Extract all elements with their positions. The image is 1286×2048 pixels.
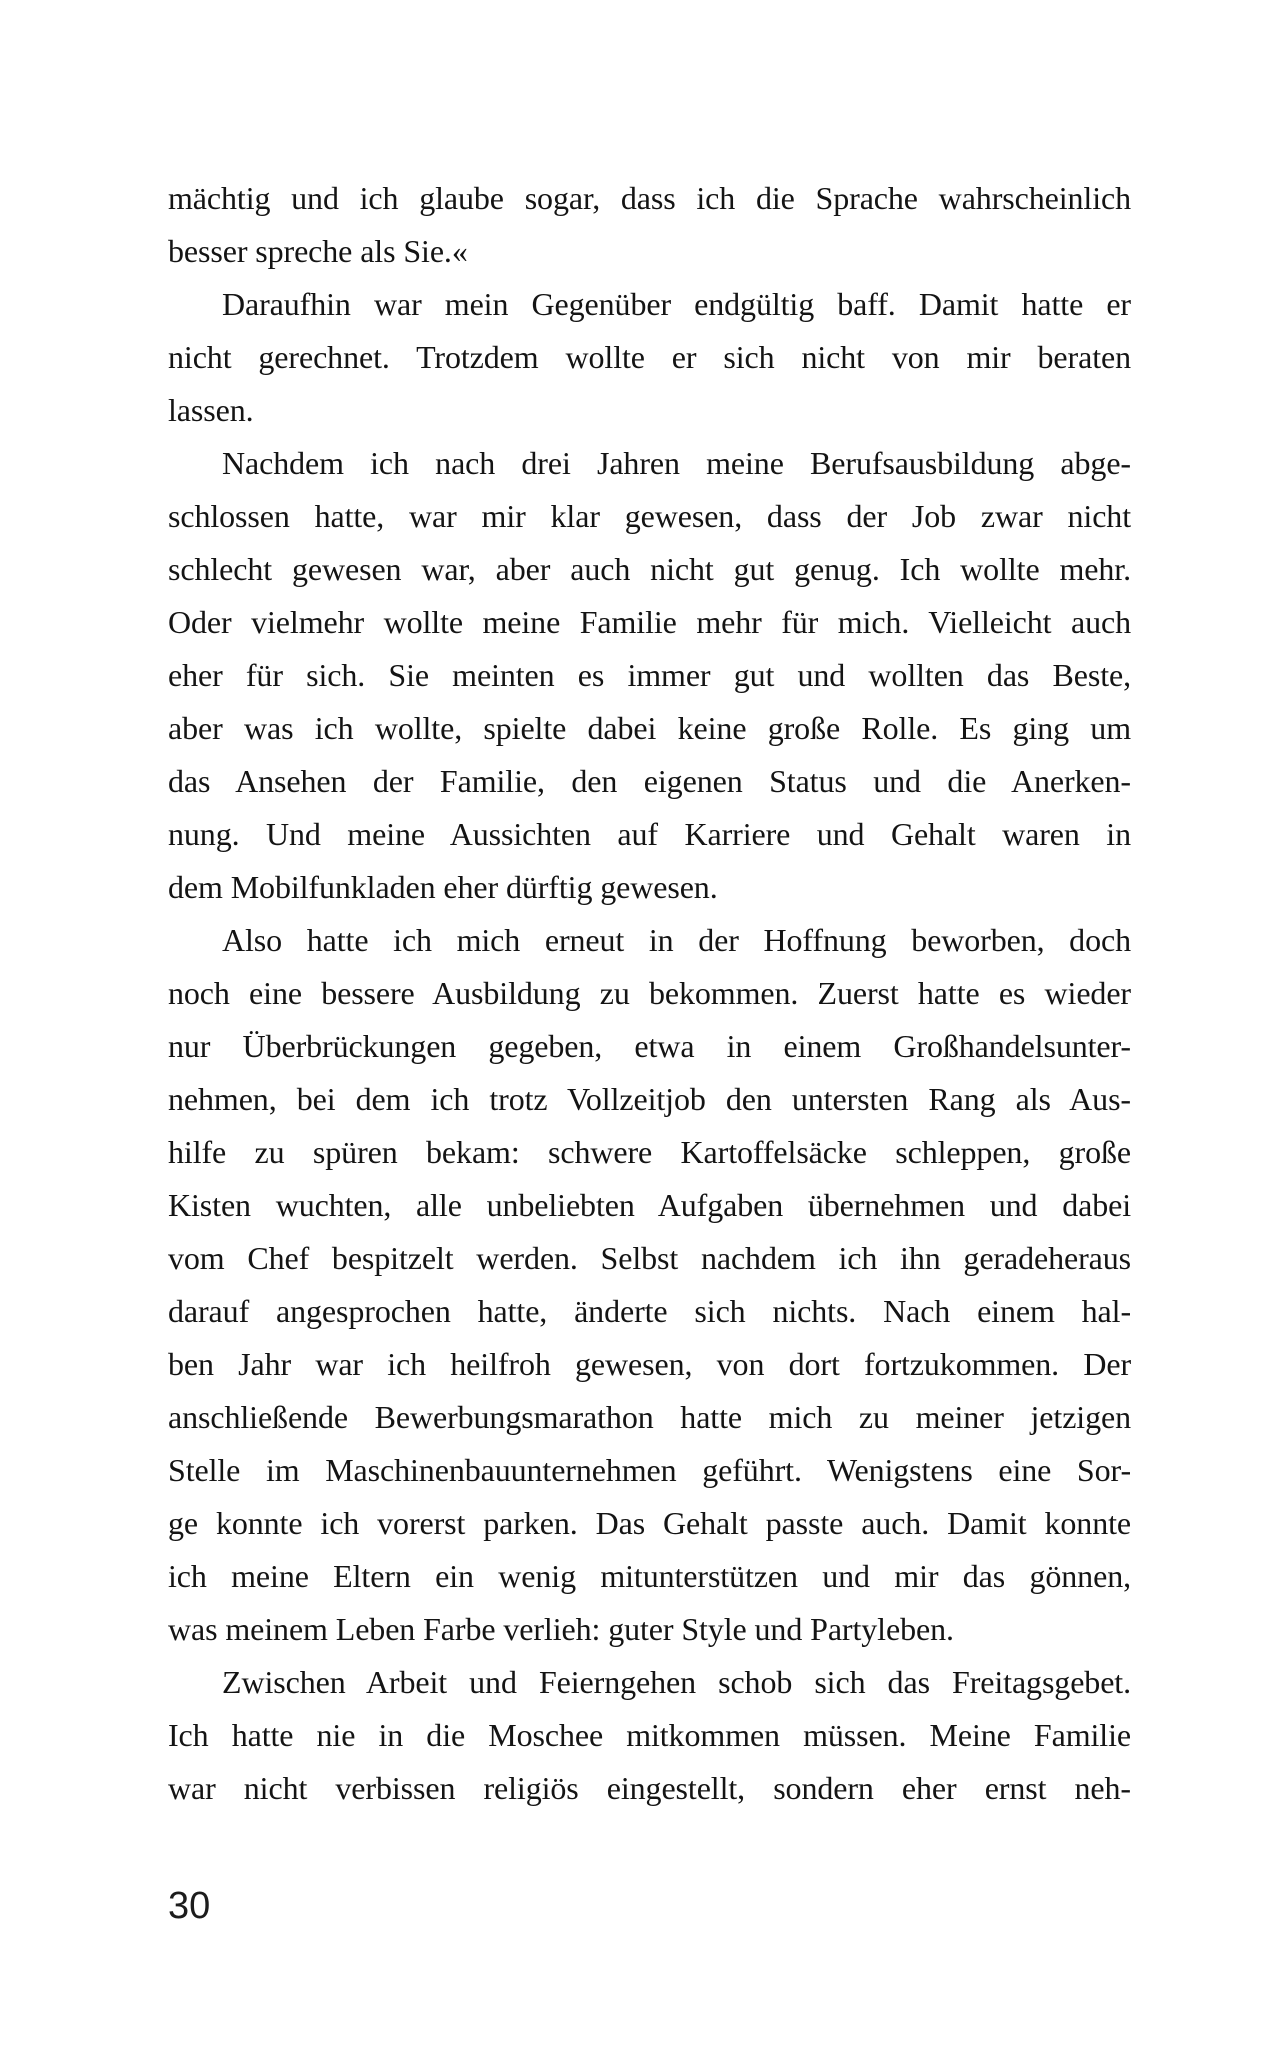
text-line: nehmen, bei dem ich trotz Vollzeitjob den untersten Rang als Aus- bbox=[168, 1081, 1131, 1117]
text-line: Kisten wuchten, alle unbeliebten Aufgaben übernehmen und dabei bbox=[168, 1187, 1131, 1223]
text-line: ich meine Eltern ein wenig mitunterstützen und mir das gönnen, bbox=[168, 1558, 1131, 1594]
text-line: lassen. bbox=[168, 392, 254, 428]
text-line: Also hatte ich mich erneut in der Hoffnung beworben, doch bbox=[222, 922, 1131, 958]
text-line: anschließende Bewerbungsmarathon hatte mich zu meiner jetzigen bbox=[168, 1399, 1131, 1435]
text-line: schlecht gewesen war, aber auch nicht gut genug. Ich wollte mehr. bbox=[168, 551, 1131, 587]
text-line: was meinem Leben Farbe verlieh: guter Style und Partyleben. bbox=[168, 1611, 954, 1647]
text-line: Stelle im Maschinenbauunternehmen geführt. Wenigstens eine Sor- bbox=[168, 1452, 1131, 1488]
text-line: Oder vielmehr wollte meine Familie mehr für mich. Vielleicht auch bbox=[168, 604, 1131, 640]
text-line: das Ansehen der Familie, den eigenen Status und die Anerken- bbox=[168, 763, 1131, 799]
text-line: vom Chef bespitzelt werden. Selbst nachdem ich ihn geradeheraus bbox=[168, 1240, 1131, 1276]
text-line: Ich hatte nie in die Moschee mitkommen müssen. Meine Familie bbox=[168, 1717, 1131, 1753]
text-line: ben Jahr war ich heilfroh gewesen, von dort fortzukommen. Der bbox=[168, 1346, 1131, 1382]
text-line: nur Überbrückungen gegeben, etwa in einem Großhandelsunter- bbox=[168, 1028, 1131, 1064]
page-number: 30 bbox=[168, 1885, 211, 1927]
text-line: Zwischen Arbeit und Feierngehen schob sich das Freitagsgebet. bbox=[222, 1664, 1131, 1700]
text-line: aber was ich wollte, spielte dabei keine große Rolle. Es ging um bbox=[168, 710, 1131, 746]
text-line: war nicht verbissen religiös eingestellt, sondern eher ernst neh- bbox=[168, 1770, 1131, 1806]
text-line: Daraufhin war mein Gegenüber endgültig baff. Damit hatte er bbox=[222, 286, 1131, 322]
text-line: hilfe zu spüren bekam: schwere Kartoffelsäcke schleppen, große bbox=[168, 1134, 1131, 1170]
text-line: nung. Und meine Aussichten auf Karriere und Gehalt waren in bbox=[168, 816, 1131, 852]
text-line: ge konnte ich vorerst parken. Das Gehalt passte auch. Damit konnte bbox=[168, 1505, 1131, 1541]
text-line: noch eine bessere Ausbildung zu bekommen. Zuerst hatte es wieder bbox=[168, 975, 1131, 1011]
text-line: nicht gerechnet. Trotzdem wollte er sich nicht von mir beraten bbox=[168, 339, 1131, 375]
text-line: dem Mobilfunkladen eher dürftig gewesen. bbox=[168, 869, 718, 905]
text-line: Nachdem ich nach drei Jahren meine Berufsausbildung abge- bbox=[222, 445, 1131, 481]
text-line: schlossen hatte, war mir klar gewesen, dass der Job zwar nicht bbox=[168, 498, 1131, 534]
text-line: besser spreche als Sie.« bbox=[168, 233, 468, 269]
body-text-block bbox=[168, 172, 1131, 1815]
text-line: mächtig und ich glaube sogar, dass ich die Sprache wahrscheinlich bbox=[168, 180, 1131, 216]
text-line: eher für sich. Sie meinten es immer gut und wollten das Beste, bbox=[168, 657, 1131, 693]
text-line: darauf angesprochen hatte, änderte sich nichts. Nach einem hal- bbox=[168, 1293, 1131, 1329]
